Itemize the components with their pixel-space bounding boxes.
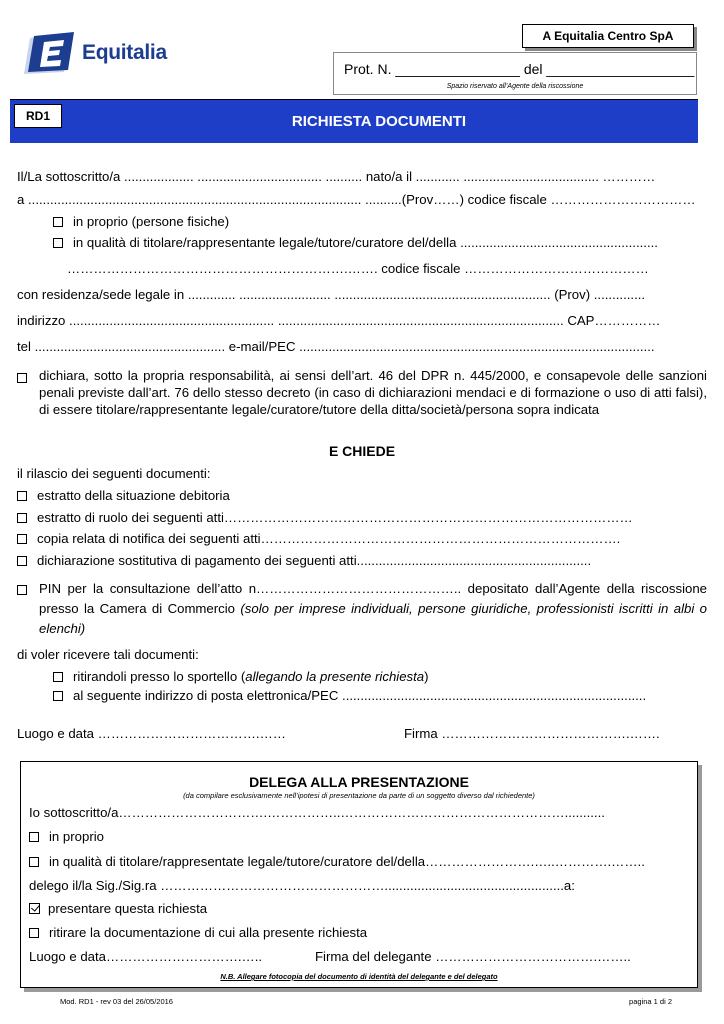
delegation-check-label: ritirare la documentazione di cui alla presente richiesta [49, 925, 368, 940]
place-date-field[interactable]: Luogo e data ……………………………….…… [17, 726, 286, 741]
delegation-signature-field[interactable]: Firma del delegante ……………………………….…….. [315, 949, 631, 964]
receive-option-email[interactable] [53, 688, 646, 703]
residence-line[interactable]: con residenza/sede legale in ............. ......................... ........................................................... (Prov) .............. [17, 287, 646, 302]
delegation-note: N.B. Allegare fotocopia del documento di identità del delegante e del delegato [220, 972, 498, 981]
option-representative-label: in qualità di titolare/rappresentante legale/tutore/curatore del/della ...................................................... [73, 235, 658, 250]
applicant-name-line[interactable]: Il/La sottoscritto/a ................... .................................. .......... nato/a il ............ ..................................... ………… [17, 169, 656, 184]
checkbox-payment-declaration[interactable] [17, 556, 27, 566]
checkbox-representative[interactable] [53, 238, 63, 248]
delegation-check-collect[interactable] [29, 925, 367, 940]
address-line[interactable]: indirizzo ........................................................ .............................................................................. CAP…………… [17, 313, 661, 328]
page-title: RICHIESTA DOCUMENTI [291, 113, 467, 130]
checkbox-role-extract[interactable] [17, 513, 27, 523]
checkbox-collect[interactable] [29, 928, 39, 938]
agency-name: A Equitalia Centro SpA [522, 24, 694, 48]
delegation-subtitle: (da compilare esclusivamente nell’ipotesi di presentazione da parte di un soggetto diverso dal richiedente) [183, 791, 535, 800]
checkbox-declaration[interactable] [17, 370, 37, 385]
signature-field[interactable]: Firma …………………………………….……. [404, 726, 660, 741]
contact-line[interactable]: tel .................................................... e-mail/PEC ................................................................................................. [17, 339, 655, 354]
checkbox-pin[interactable] [17, 582, 37, 597]
checkbox-counter[interactable] [53, 672, 63, 682]
equitalia-logo-mark [20, 32, 78, 76]
receive-counter-pre: ritirandoli presso lo sportello ( [73, 669, 246, 684]
logo-text: Equitalia [82, 41, 167, 64]
doc-option-role-extract[interactable] [17, 510, 633, 525]
request-heading: E CHIEDE [328, 443, 396, 459]
delegation-check-present[interactable] [29, 901, 207, 916]
form-code: RD1 [14, 104, 62, 128]
receive-intro: di voler ricevere tali documenti: [17, 647, 199, 662]
checkbox-debt-statement[interactable] [17, 491, 27, 501]
declaration-text: dichiara, sotto la propria responsabilità, ai sensi dell’art. 46 del DPR n. 445/2000, e consapevole delle sanzioni penali previste dall’art. 76 dello stesso decreto (in caso di dichiarazioni mendaci e di formazione o uso di atti falsi), di essere titolare/rappresentante legale/curatore/tutore della ditta/società/persona sopra indicata [39, 368, 707, 417]
delegator-name-line[interactable]: Io sottoscritto/a…………………………….……………..……………………………………………........... [29, 805, 605, 820]
company-tax-code-line[interactable]: ……………………………………………………….……. codice fiscale …………………………………… [67, 261, 649, 276]
receive-option-counter[interactable] [53, 669, 429, 684]
footer-page-number: pagina 1 di 2 [629, 997, 672, 1006]
doc-option-payment-declaration[interactable] [17, 553, 591, 568]
doc-option-label: estratto di ruolo dei seguenti atti………………………………………………………………………………… [37, 510, 633, 525]
applicant-birthplace-line[interactable]: a ........................................................................................... ..........(Prov……) codice fiscale …………………………… [17, 192, 696, 207]
option-representative[interactable] [53, 235, 658, 250]
option-personal-label: in proprio (persone fisiche) [73, 214, 230, 229]
receive-counter-note: allegando la presente richiesta [245, 669, 425, 684]
protocol-box [333, 52, 697, 95]
protocol-field[interactable]: Prot. N. ________________ del ___________________ [344, 61, 695, 77]
delegation-check-label: presentare questa richiesta [48, 901, 208, 916]
delegation-option-label: in qualità di titolare/rappresentate legale/tutore/curatore del/della…………………….…..………….…….. [49, 854, 645, 869]
equitalia-logo [20, 32, 180, 76]
checkbox-personal[interactable] [53, 217, 63, 227]
checkbox-delegation-personal[interactable] [29, 832, 39, 842]
checkbox-notification-copy[interactable] [17, 534, 27, 544]
doc-option-label: copia relata di notifica dei seguenti atti………………………………………………………………………. [37, 531, 621, 546]
protocol-note: Spazio riservato all’Agente della riscossione [446, 83, 584, 90]
title-banner [10, 99, 698, 143]
delegation-option-personal[interactable] [29, 829, 104, 844]
checkbox-delegation-representative[interactable] [29, 857, 39, 867]
pin-option-label: PIN per la consultazione dell’atto n……………………………………….. depositato dall’Agente della riscossione presso la Camera di Commercio [39, 581, 707, 616]
doc-option-label: dichiarazione sostitutiva di pagamento dei seguenti atti................................................................ [37, 553, 592, 568]
request-intro: il rilascio dei seguenti documenti: [17, 466, 211, 481]
doc-option-debt-statement[interactable] [17, 488, 230, 503]
receive-counter-post: ) [424, 669, 429, 684]
checkbox-checked-present[interactable] [29, 903, 40, 914]
delegation-title: DELEGA ALLA PRESENTAZIONE [249, 774, 469, 790]
delegation-option-label: in proprio [49, 829, 104, 844]
doc-option-label: estratto della situazione debitoria [37, 488, 230, 503]
delegation-place-date-field[interactable]: Luogo e data………………………….….. [29, 949, 263, 964]
option-personal[interactable] [53, 214, 229, 229]
checkbox-email[interactable] [53, 691, 63, 701]
delegation-box [20, 761, 698, 988]
footer-form-revision: Mod. RD1 - rev 03 del 26/05/2016 [60, 997, 173, 1006]
delegation-option-representative[interactable] [29, 854, 645, 869]
delegate-name-line[interactable]: delego il/la Sig./Sig.ra …………………………………………….................................................a: [29, 878, 575, 893]
pin-option-text [39, 579, 707, 639]
receive-email-label: al seguente indirizzo di posta elettronica/PEC ................................................................................... [73, 688, 647, 703]
pin-option-note: (solo per imprese individuali, persone giuridiche, professionisti iscritti in albi o elenchi) [39, 601, 707, 636]
doc-option-notification-copy[interactable] [17, 531, 620, 546]
